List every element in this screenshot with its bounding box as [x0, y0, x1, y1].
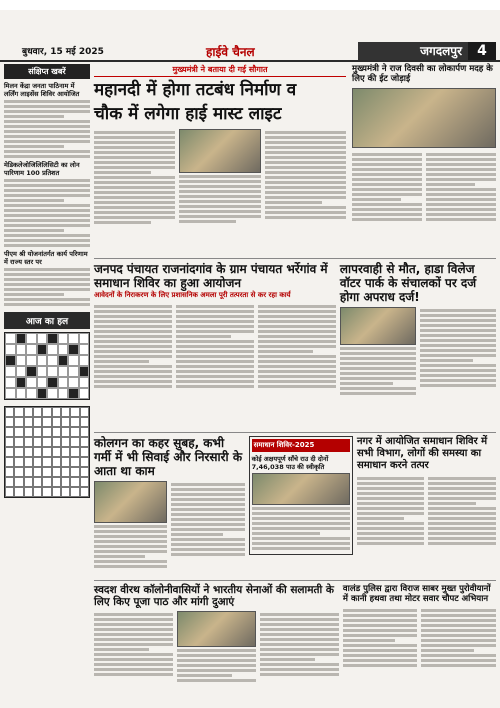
paper-name: हाईवे चैनल	[206, 45, 255, 59]
lead-kicker: मुख्यमंत्री ने बताया दी गई सौगात	[94, 64, 346, 77]
third-left-headline: कोलगन का कहर सुबह, कभी गर्मी में भी सिवाई और निरसारी के आता था काम	[94, 436, 243, 478]
sudoku-grid	[4, 406, 90, 498]
third-mid-subhead: कोई अक्षयपूर्ण साँचे राउ दी दोनों 7,46,038 पाउ की स्वीकृति	[251, 455, 329, 471]
right-story	[352, 64, 496, 223]
second-right-photo	[340, 307, 416, 345]
third-right-headline: नगर में आयोजित समाधान शिविर में सभी विभाग, लोगों की समस्या का समाधान करने तत्पर	[356, 436, 488, 471]
body-text	[4, 100, 90, 158]
third-row	[94, 432, 496, 570]
top-margin	[0, 0, 500, 10]
quiz-title: आज का हल	[4, 312, 90, 329]
sidebar-column	[4, 64, 90, 704]
lead-story	[94, 64, 346, 226]
fourth-left-headline: स्वदश वीरथ कॉलोनीवासियों ने भारतीय सेनाओं की सलामती के लिए किए पूजा पाठ और मांगी दुआएं	[94, 584, 334, 608]
sidebar-title: संक्षिप्त खबरें	[4, 64, 90, 79]
third-mid-kicker: समाधान शिविर-2025	[252, 439, 350, 452]
page-number: 4	[468, 42, 496, 60]
sidebar-item-headline: मेडिकलेजोजिलिलिसिटी का लोन पारिणाम 100 प्रतिशत	[4, 161, 80, 177]
lead-headline-line2: चौक में लगेगा हाई मास्ट लाइट	[94, 104, 282, 124]
masthead	[0, 42, 500, 62]
right-story-headline: मुख्यमंत्री ने राज दिवसी का लोकार्पण मदह के लिए की ईट जोड़ाई	[352, 64, 493, 84]
fourth-right-headline: वालंड पुलिस द्वारा विराज साबर मुख्त पुरोवीयानों में कानी हथवा तथा मोटर सवार चौपट अभियान	[342, 584, 491, 604]
fourth-left-photo	[177, 611, 256, 647]
city-banner: जगदलपुर	[358, 42, 468, 60]
sidebar-item-headline: पीएम श्री योजनांतर्गत कार्य परिणाम में राज्य स्तर पर	[4, 250, 88, 266]
fourth-row	[94, 580, 496, 684]
second-right-headline: लापरवाही से मौत, हाडा विलेज वॉटर पार्क के संचालकों पर दर्ज होगा अपराध दर्ज!	[339, 262, 477, 304]
second-row	[94, 258, 496, 397]
third-mid-photo	[252, 473, 350, 505]
sidebar-item-headline: मिलन केंद्रा जनता पाठिनाम में लर्लिंग लाइसेंस शिविर आयोजित	[4, 82, 80, 98]
third-mid-box	[249, 436, 353, 555]
second-left-subhead: आवेदनों के निराकरण के लिए प्रशासनिक अमला पूरी तत्परता से कर रहा कार्य	[94, 291, 291, 299]
crossword-grid	[4, 332, 90, 400]
third-left-photo	[94, 481, 167, 523]
lead-body	[94, 129, 346, 226]
body-text	[4, 268, 90, 306]
right-story-photo	[352, 88, 496, 148]
lead-photo	[179, 129, 260, 173]
lead-headline-line1: महानदी में होगा तटबंध निर्माण व	[94, 80, 297, 100]
second-left-headline: जनपद पंचायत राजनांदगांव के ग्राम पंचायत भर्रेगांव में समाधान शिविर का हुआ आयोजन	[94, 262, 328, 290]
issue-date: बुधवार, 15 मई 2025	[22, 47, 104, 57]
body-text	[4, 179, 90, 247]
